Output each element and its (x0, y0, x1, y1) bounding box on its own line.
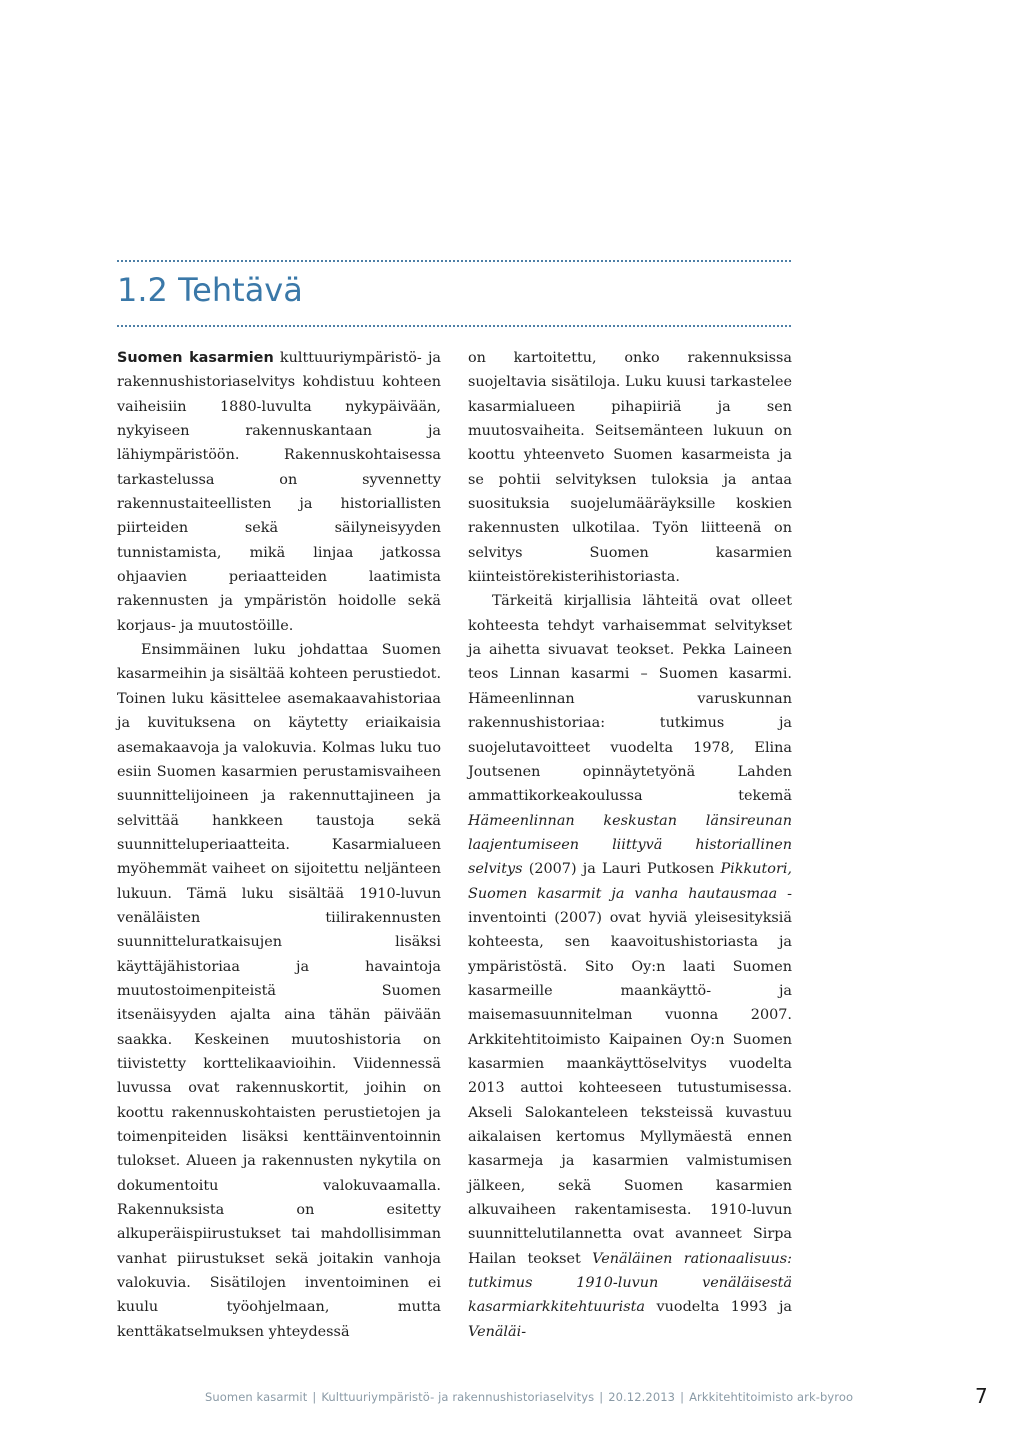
paragraph-text: kulttuuriympäristö- ja rakennushistoriaselvitys kohdistuu kohteen vaiheisiin 1880-luvulta nykypäivään, nykyiseen rakennuskantaan ja lähiympäristöön. Rakennuskohtaisessa tarkastelussa on syvennetty rakennustaiteellisten ja historiallisten piirteiden sekä säilyneisyyden tunnistamista, mikä linjaa jatkossa ohjaavien periaatteiden laatimista rakennusten ja ympäristön hoidolle sekä korjaus- ja muutostöille. (117, 350, 442, 634)
page-number: 7 (975, 1384, 988, 1408)
footer-separator: | (680, 1390, 685, 1404)
paragraph-text: - inventointi (2007) ovat hyviä yleisesityksiä kohteesta, sen kaavoitushistoriasta ja ympäristöstä. Sito Oy:n laati Suomen kasarmeille maankäyttö- ja maisemasuunnitelman vuonna 2007. Arkkitehtitoimisto Kaipainen Oy:n Suomen kasarmien maankäyttöselvitys vuodelta 2013 auttoi kohteeseen tutustumisessa. Akseli Salokanteleen teksteissä kuvastuu aikalaisen kertomus Myllymäestä ennen kasarmeja ja kasarmien valmistumisen jälkeen, sekä Suomen kasarmien alkuvaiheen rakentamisesta. 1910-luvun suunnittelutilannetta ovat avanneet Sirpa Hailan teokset (468, 885, 793, 1267)
footer-date: 20.12.2013 (608, 1390, 676, 1404)
footer-doc-name: Suomen kasarmit (205, 1390, 308, 1404)
paragraph-text: Tärkeitä kirjallisia lähteitä ovat olleet kohteesta tehdyt varhaisemmat selvitykset ja aihetta sivuavat teokset. Pekka Laineen teos Linnan kasarmi – Suomen kasarmi. Hämeenlinnan varuskunnan rakennushistoriaa: tutkimus ja suojelutavoitteet vuodelta 1978, Elina Joutsenen opinnäytetyönä Lahden ammattikorkeakoulussa tekemä (468, 593, 792, 805)
paragraph-text: vuodelta 1993 ja (645, 1299, 792, 1316)
footer-doc-type: Kulttuuriympäristö- ja rakennushistoriaselvitys (321, 1390, 595, 1404)
book-title: Hämeenlinnan keskustan länsireunan laajentumiseen liittyvä historiallinen selvitys (468, 812, 792, 878)
lead-in-bold: Suomen kasarmien (117, 350, 274, 366)
section-heading: 1.2 Tehtävä (117, 271, 303, 309)
left-text-column (117, 346, 441, 1344)
page-footer (205, 1390, 853, 1404)
footer-separator: | (599, 1390, 604, 1404)
book-title: Venäläi- (468, 1323, 527, 1340)
paragraph (468, 589, 792, 1344)
book-title: Venäläinen rationaalisuus: tutkimus 1910-luvun venäläisestä kasarmiarkkitehtuurista (468, 1250, 792, 1316)
book-title: Pikkutori, Suomen kasarmit ja vanha hautausmaa (468, 861, 792, 902)
paragraph-text: (2007) ja Lauri Putkosen (522, 861, 721, 878)
paragraph: Ensimmäinen luku johdattaa Suomen kasarmeihin ja sisältää kohteen perustiedot. Toinen luku käsittelee asemakaavahistoriaa ja kuvituksena on käytetty eriaikaisia asemakaavoja ja valokuvia. Kolmas luku tuo esiin Suomen kasarmien perustamisvaiheen suunnittelijoineen ja rakennuttajineen ja selvittää hankkeen taustoja sekä suunnitteluperiaatteita. Kasarmialueen myöhemmät vaiheet on sijoitettu neljänteen lukuun. Tämä luku sisältää 1910-luvun venäläisten tiilirakennusten suunnitteluratkaisujen lisäksi käyttäjähistoriaa ja havaintoja muutostoimenpiteistä Suomen itsenäisyyden ajalta aina tähän päivään saakka. Keskeinen muutoshistoria on tiivistetty korttelikaavioihin. Viidennessä luvussa ovat rakennuskortit, joihin on koottu rakennuskohtaisten perustietojen ja toimenpiteiden lisäksi kenttäinventoinnin tulokset. Alueen ja rakennusten nykytila on dokumentoitu valokuvaamalla. Rakennuksista on esitetty alkuperäispiirustukset tai mahdollisimman vanhat piirustukset sekä joitakin vanhoja valokuvia. Sisätilojen inventoiminen ei kuulu työohjelmaan, mutta kenttäkatselmuksen yhteydessä (117, 642, 442, 1340)
right-text-column (468, 346, 792, 1344)
footer-separator: | (312, 1390, 317, 1404)
heading-rule-top (117, 260, 791, 262)
footer-office: Arkkitehtitoimisto ark-byroo (689, 1390, 854, 1404)
paragraph: on kartoitettu, onko rakennuksissa suojeltavia sisätiloja. Luku kuusi tarkastelee kasarmialueen pihapiiriä ja sen muutosvaiheita. Seitsemänteen lukuun on koottu yhteenveto Suomen kasarmeista ja se pohtii selvityksen tuloksia ja antaa suosituksia suojelumääräyksille koskien rakennusten ulkotilaa. Työn liitteenä on selvitys Suomen kasarmien kiinteistörekisterihistoriasta. (468, 350, 793, 586)
paragraph (117, 346, 441, 638)
heading-rule-bottom (117, 325, 791, 327)
